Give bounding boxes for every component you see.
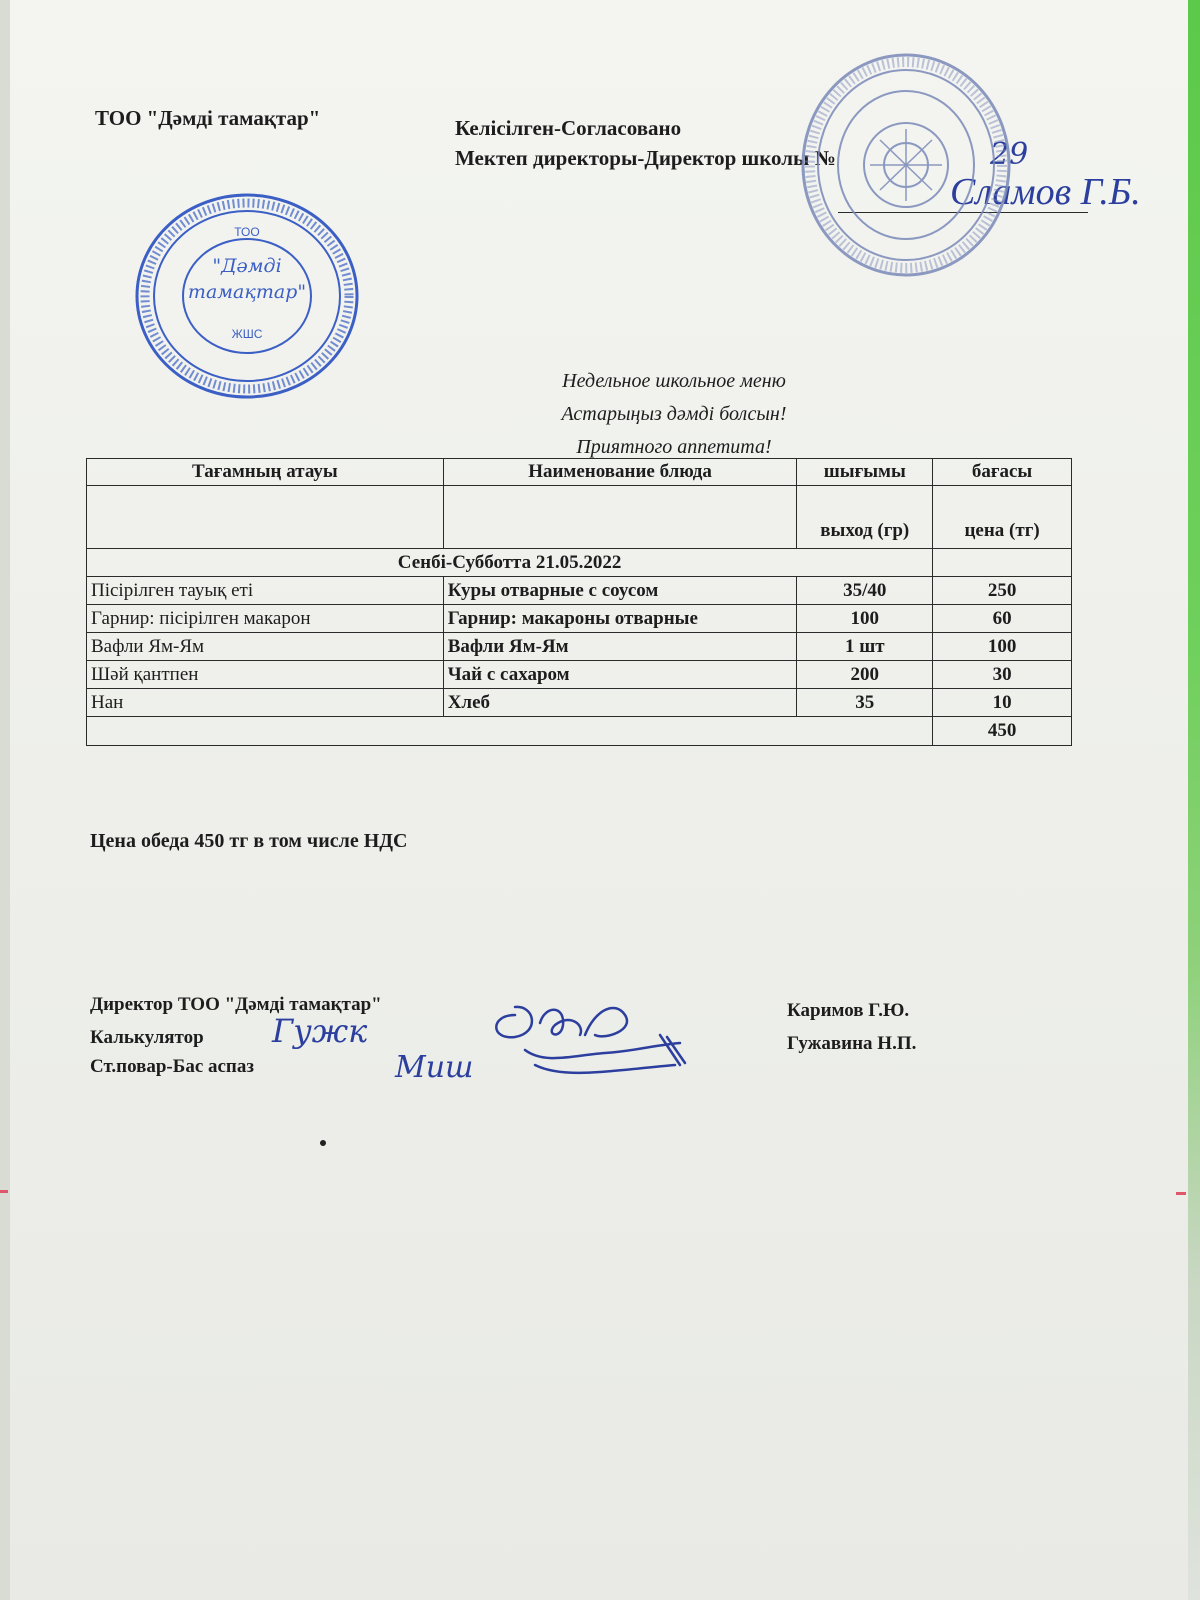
table-row	[87, 605, 1072, 633]
day-row	[87, 549, 1072, 577]
background-edge	[1188, 0, 1200, 1600]
dish-price: 100	[933, 633, 1072, 661]
calculator-label: Калькулятор	[90, 1027, 204, 1048]
menu-greeting-kz: Астарыңыз дәмді болсын!	[561, 403, 787, 425]
stamp-bottom-text: ЖШС	[231, 327, 263, 341]
table-row	[87, 633, 1072, 661]
dish-output: 100	[797, 605, 933, 633]
price-note: Цена обеда 450 тг в том числе НДС	[90, 830, 408, 852]
dish-price: 10	[933, 689, 1072, 717]
director-signature-scribble	[485, 995, 695, 1085]
menu-title: Недельное школьное меню	[562, 370, 786, 392]
dish-output: 1 шт	[797, 633, 933, 661]
dish-kz: Шәй қантпен	[87, 661, 444, 689]
total-row	[87, 717, 1072, 746]
table-row	[87, 577, 1072, 605]
dish-output: 200	[797, 661, 933, 689]
dish-ru: Хлеб	[443, 689, 797, 717]
stamp-name-1: "Дәмді	[212, 255, 282, 277]
calculator-signature: Гужк	[272, 1012, 368, 1050]
dish-kz: Нан	[87, 689, 444, 717]
stamp-name-2: тамақтар"	[187, 281, 307, 303]
director-line: Мектеп директоры-Директор школы №	[455, 146, 836, 170]
dish-output: 35/40	[797, 577, 933, 605]
header-price-kz: бағасы	[933, 459, 1072, 486]
approval-heading: Келісілген-Согласовано	[455, 116, 682, 140]
edge-mark	[0, 1190, 8, 1193]
dish-output: 35	[797, 689, 933, 717]
dish-kz: Гарнир: пісірілген макарон	[87, 605, 444, 633]
dish-kz: Пісірілген тауық еті	[87, 577, 444, 605]
chef-signature: Миш	[395, 1050, 474, 1085]
ink-dot	[320, 1140, 326, 1146]
director-name: Каримов Г.Ю.	[787, 1000, 910, 1021]
director-signature: Сламов Г.Б.	[950, 171, 1141, 213]
dish-price: 60	[933, 605, 1072, 633]
school-number: 29	[990, 137, 1029, 172]
stamp-top-text: ТОО	[234, 225, 260, 239]
total-price: 450	[933, 717, 1072, 746]
table-header-row	[87, 459, 1072, 486]
school-stamp	[800, 52, 1012, 278]
table-row	[87, 661, 1072, 689]
header-price-ru: цена (тг)	[933, 486, 1072, 549]
header-output-ru: выход (гр)	[797, 486, 933, 549]
chef-label: Ст.повар-Бас аспаз	[90, 1056, 255, 1077]
calculator-name: Гужавина Н.П.	[787, 1033, 917, 1054]
dish-ru: Вафли Ям-Ям	[443, 633, 797, 661]
edge-mark	[1176, 1192, 1186, 1195]
company-stamp	[134, 192, 360, 400]
director-label: Директор ТОО "Дәмді тамақтар"	[90, 994, 382, 1015]
table-subheader-row	[87, 486, 1072, 549]
header-kz: Тағамның атауы	[87, 459, 444, 486]
dish-kz: Вафли Ям-Ям	[87, 633, 444, 661]
header-output-kz: шығымы	[797, 459, 933, 486]
header-ru: Наименование блюда	[443, 459, 797, 486]
menu-greeting-ru: Приятного аппетита!	[576, 436, 772, 458]
company-name: ТОО "Дәмді тамақтар"	[95, 106, 321, 130]
day-label: Сенбі-Субботта 21.05.2022	[87, 549, 933, 577]
table-row	[87, 689, 1072, 717]
dish-ru: Гарнир: макароны отварные	[443, 605, 797, 633]
menu-table	[86, 458, 1072, 746]
dish-ru: Куры отварные с соусом	[443, 577, 797, 605]
dish-ru: Чай с сахаром	[443, 661, 797, 689]
dish-price: 30	[933, 661, 1072, 689]
dish-price: 250	[933, 577, 1072, 605]
